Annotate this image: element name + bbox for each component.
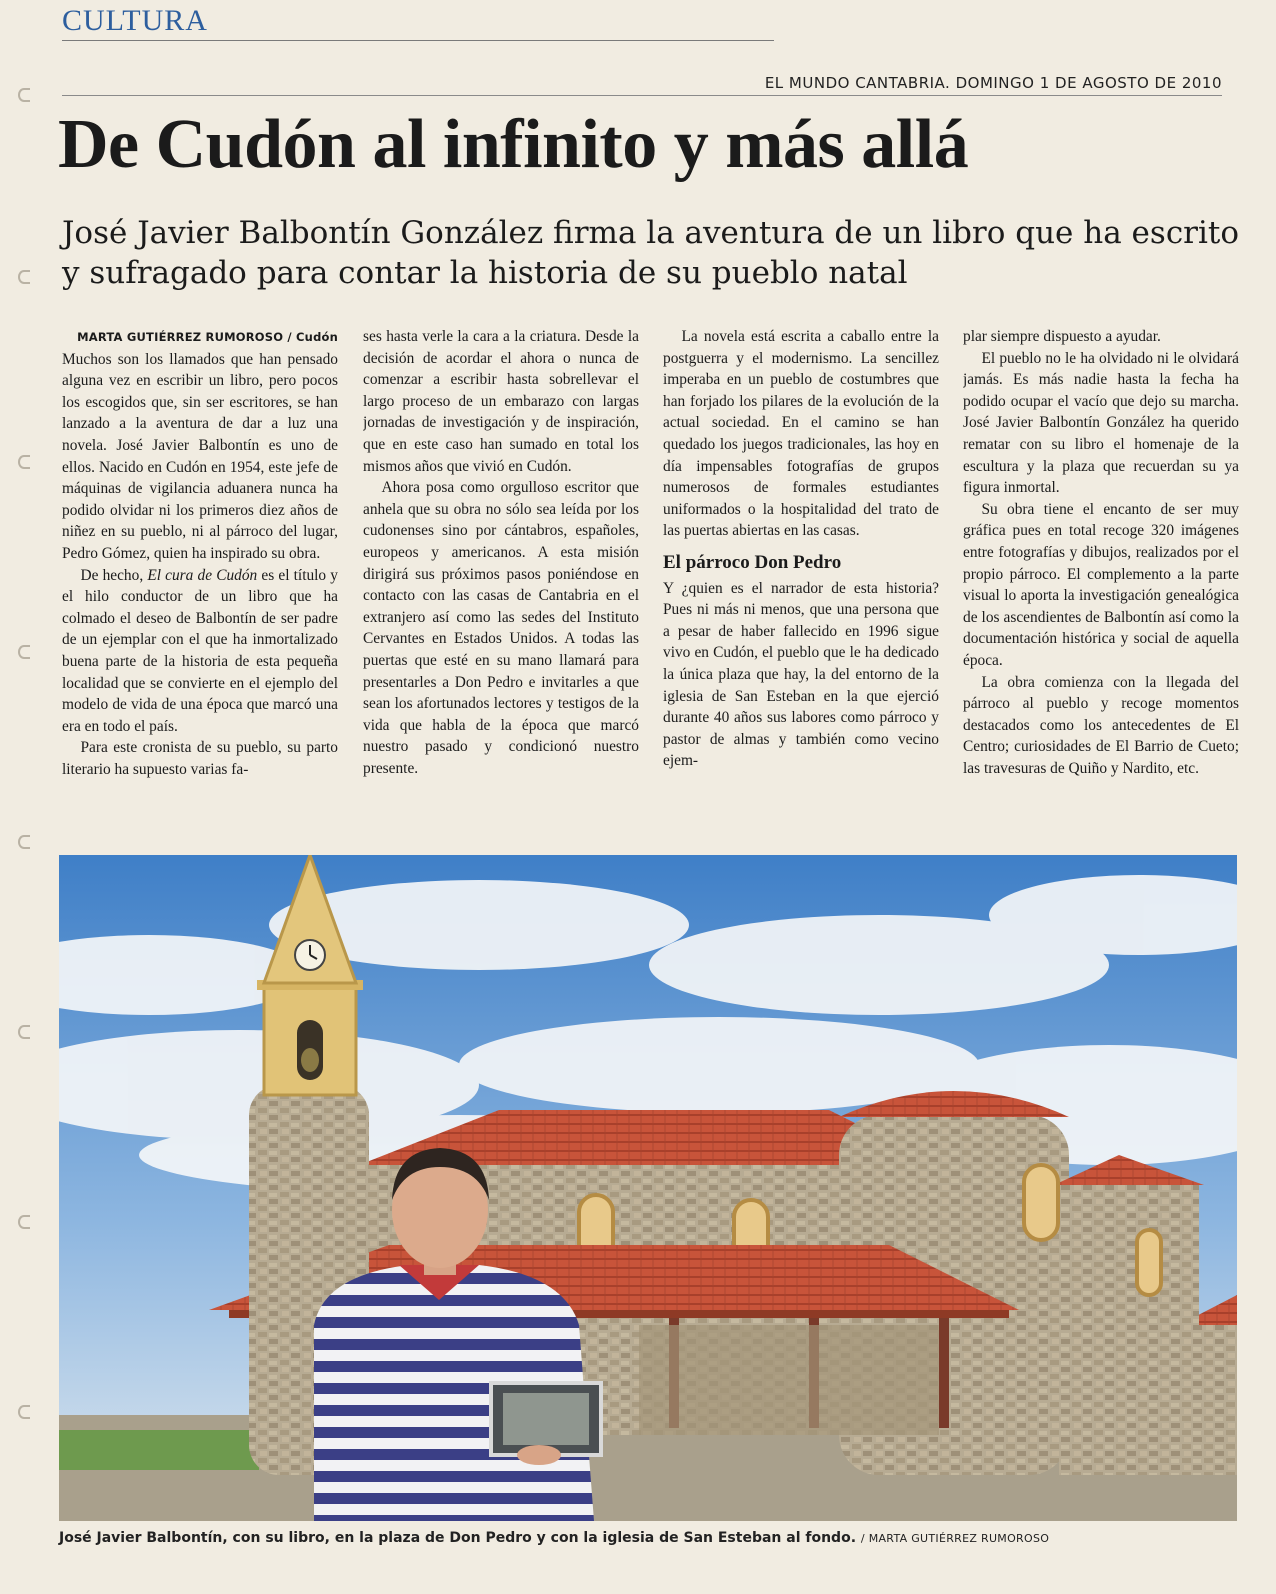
article-column-1 — [62, 326, 338, 846]
punch-hole — [18, 88, 30, 102]
book-title: El cura de Cudón — [147, 566, 258, 584]
photo-caption — [59, 1530, 1239, 1546]
punch-hole — [18, 835, 30, 849]
paragraph: Muchos son los llamados que han pensado alguna vez en escribir un libro, pero pocos los escogidos que, sin ser escritores, se han lanzado a la aventura de dar a luz una novela. José Javier Balbontín es uno de ellos. Nacido en Cudón en 1954, este jefe de máquinas de vigilancia aduanera nunca ha podido olvidar ni los primeros diez años de niñez en su pueblo, ni al párroco del lugar, Pedro Gómez, quien ha inspirado su obra. — [62, 350, 338, 562]
paragraph: Y ¿quien es el narrador de esta historia? Pues ni más ni menos, que una persona que a pesar de haber fallecido en 1996 sigue vivo en Cudón, el pueblo que le ha dedicado la única plaza que hay, la del entorno de la iglesia de San Esteban en la que ejerció durante 40 años sus labores como párroco y pastor de almas y también como vecino ejem- — [663, 579, 939, 770]
article-column-3 — [663, 326, 939, 846]
punch-hole — [18, 455, 30, 469]
punch-hole — [18, 1215, 30, 1229]
dateline: EL MUNDO CANTABRIA. DOMINGO 1 DE AGOSTO DE 2010 — [764, 74, 1222, 92]
article-column-2 — [363, 326, 639, 846]
paragraph: ses hasta verle la cara a la criatura. Desde la decisión de acordar el ahora o nunca de comenzar a escribir hasta sobrellevar el largo proceso de un embarazo con largas jornadas de investigación y de inspiración, que en este caso han sumado en total los mismos años que vivió en Cudón. — [363, 328, 639, 475]
dateline-rule — [62, 95, 1222, 96]
caption-text: José Javier Balbontín, con su libro, en la plaza de Don Pedro y con la iglesia de San Esteban al fondo. — [59, 1530, 857, 1546]
photo-credit: / MARTA GUTIÉRREZ RUMOROSO — [860, 1532, 1050, 1545]
paragraph: Ahora posa como orgulloso escritor que anhela que su obra no sólo sea leída por los cudonenses sino por cántabros, españoles, europeos y americanos. A esta misión dirigirá sus próximos pasos poniéndose en contacto con las casas de Cantabria en el extranjero así como las sedes del Instituto Cervantes en Estados Unidos. A todas las puertas que esté en su mano llamará para presentarles a Don Pedro e invitarles a que sean los afortunados lectores y testigos de la vida que habla de la época que marcó nuestro pasado y condicionó nuestro presente. — [363, 479, 639, 777]
paragraph: plar siempre dispuesto a ayudar. — [963, 328, 1161, 345]
subheadline: José Javier Balbontín González firma la aventura de un libro que ha escrito y sufragado para contar la historia de su pueblo natal — [62, 215, 1240, 291]
punch-hole — [18, 1025, 30, 1039]
section-label: CULTURA — [62, 4, 208, 37]
paragraph: El pueblo no le ha olvidado ni le olvidará jamás. Es más nadie hasta la fecha ha podido ocupar el vacío que dejo su marcha. José Javier Balbontín González ha querido rematar con su libro el homenaje de la escultura y la plaza que recuerdan su ya figura inmortal. — [963, 349, 1239, 497]
article-column-4 — [963, 326, 1239, 846]
section-subhead: El párroco Don Pedro — [663, 551, 842, 573]
paragraph: La novela está escrita a caballo entre la postguerra y el modernismo. La sencillez imperaba en un pueblo de costumbres que han forjado los pilares de la evolución de la actual sociedad. En el camino se han quedado los juegos tradicionales, las hoy en día impensables fotografías de grupos numerosos de formales estudiantes uniformados o la hospitalidad del trato de las puertas abiertas en las casas. — [663, 328, 939, 540]
paragraph: Su obra tiene el encanto de ser muy gráfica pues en total recoge 320 imágenes entre fotografías y dibujos, realizados por el propio párroco. El complemento a la parte visual lo aporta la investigación genealógica de los ascendientes de Balbontín así como la documentación histórica y social de aquella época. — [963, 500, 1239, 669]
headline: De Cudón al infinito y más allá — [58, 106, 969, 183]
punch-hole — [18, 1405, 30, 1419]
paragraph: De hecho, El cura de Cudón es el título y el hilo conductor de un libro que ha colmado el deseo de Balbontín de ser padre de un ejemplar con el que ha inmortalizado buena parte de la historia de esta pequeña localidad que se convierte en el ejemplo del modelo de vida de una época que marcó una era en todo el país. — [62, 566, 338, 735]
paragraph: La obra comienza con la llegada del párroco al pueblo y recoge momentos destacados como los antecedentes de El Centro; curiosidades de El Barrio de Cueto; las travesuras de Quiño y Nardito, etc. — [963, 673, 1239, 777]
section-rule — [62, 40, 774, 41]
punch-hole — [18, 645, 30, 659]
church-photo — [59, 855, 1237, 1521]
punch-hole — [18, 270, 30, 284]
byline: MARTA GUTIÉRREZ RUMOROSO / Cudón — [77, 330, 338, 344]
paragraph: Para este cronista de su pueblo, su parto literario ha supuesto varias fa- — [62, 739, 338, 778]
